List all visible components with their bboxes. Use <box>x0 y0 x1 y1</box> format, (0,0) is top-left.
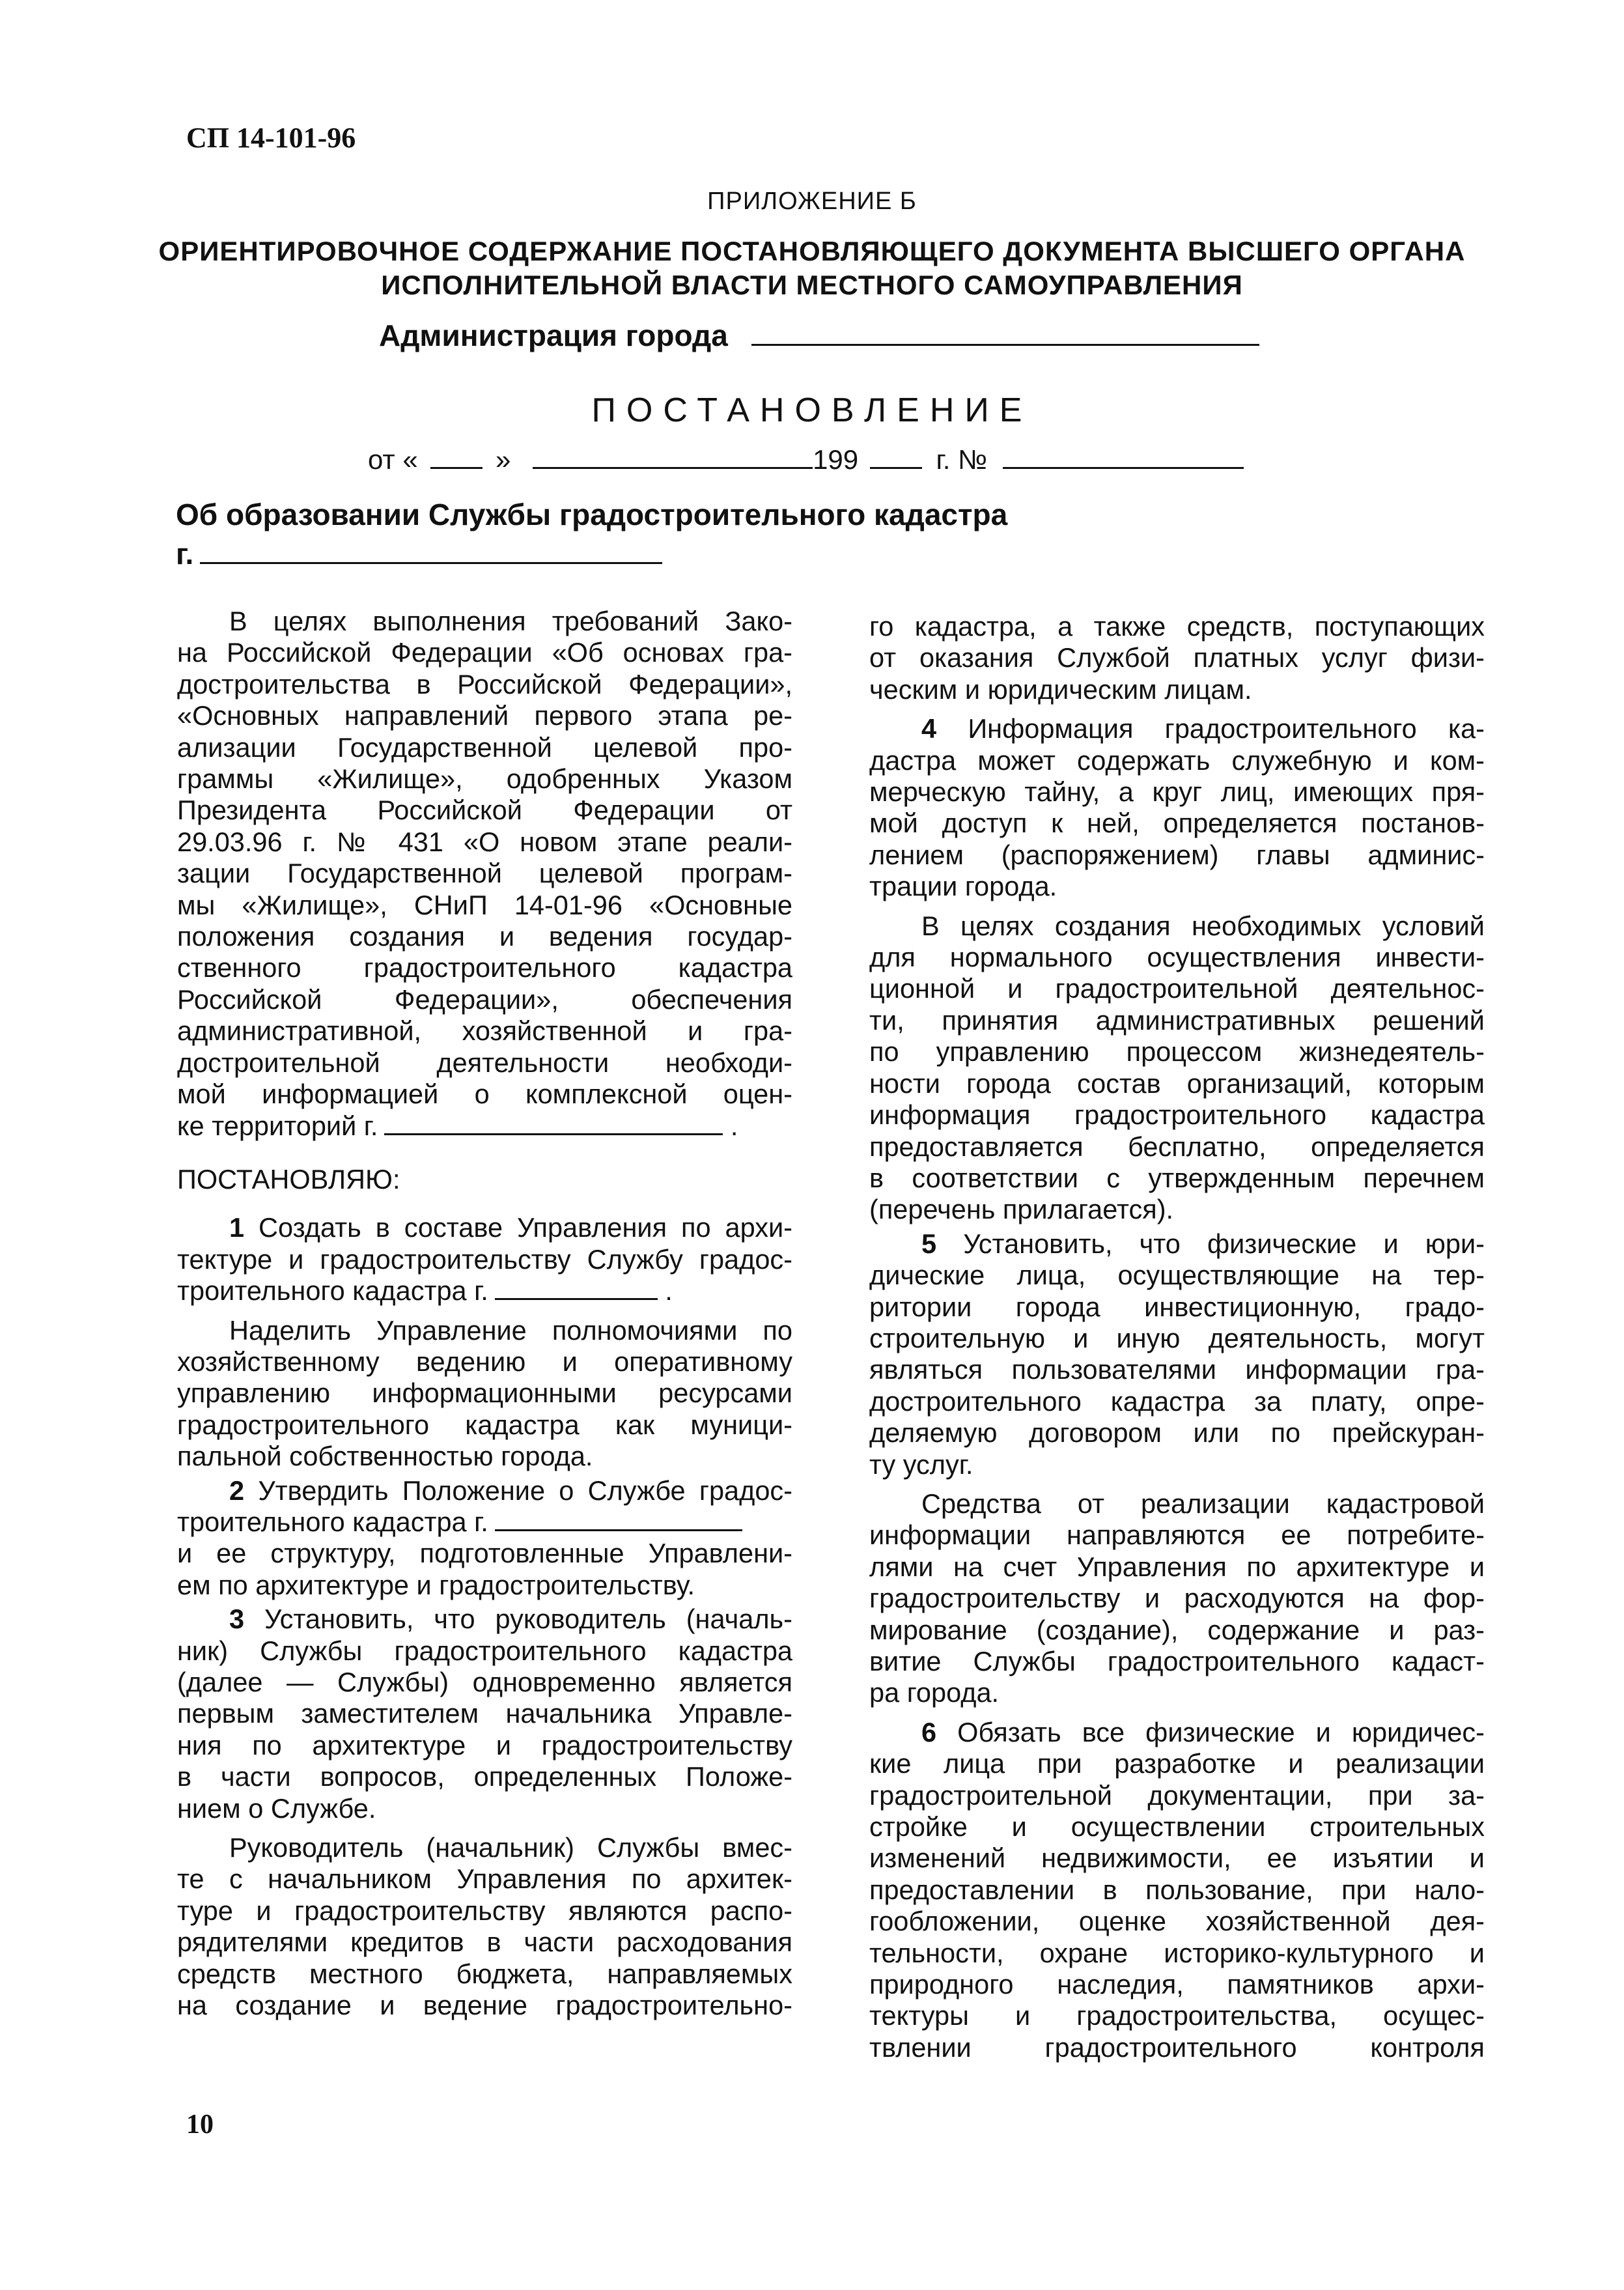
text-line: твлении градостроительного контроля <box>869 2031 1485 2063</box>
text-line: Российской Федерации», обеспечения <box>177 983 792 1015</box>
decree-subject <box>176 495 1007 573</box>
text-line: достроительства в Российской Федерации», <box>177 668 792 700</box>
text-line <box>177 1604 792 1635</box>
text-line: мирование (создание), содержание и раз- <box>869 1614 1485 1645</box>
date-number-line <box>368 444 1244 475</box>
text-line: гообложении, оценке хозяйственной дея- <box>869 1906 1485 1937</box>
preamble-paragraph <box>177 606 792 1142</box>
number-blank <box>1003 466 1244 469</box>
fill-in-blank <box>384 1132 723 1135</box>
text-line: «Основных направлений первого этапа ре- <box>177 700 792 731</box>
text-line: градостроительству и расходуются на фор- <box>869 1583 1485 1614</box>
text-line: Президента Российской Федерации от <box>177 795 792 826</box>
subject-line-2: г. <box>176 534 1007 573</box>
item-3-paragraph <box>177 1604 792 1824</box>
text-line <box>177 1212 792 1243</box>
text-line: мой информацией о комплексной оцен- <box>177 1079 792 1110</box>
item-5-paragraph <box>869 1228 1485 1480</box>
text-line: достроительного кадастра за плату, опре- <box>869 1385 1485 1417</box>
item-number: 3 <box>229 1604 265 1635</box>
text-line: ритории города инвестиционную, градо- <box>869 1291 1485 1322</box>
decree-label: ПОСТАНОВЛЯЮ: <box>177 1163 400 1194</box>
text-line: изменений недвижимости, ее изъятии и <box>869 1843 1485 1874</box>
text-line: ник) Службы градостроительного кадастра <box>177 1635 792 1666</box>
text-line: ем по архитектуре и градостроительству. <box>177 1569 695 1600</box>
text-line-content: Информация градостроительного ка- <box>968 713 1485 744</box>
text-line: Средства от реализации кадастровой <box>921 1488 1485 1519</box>
text-line: ту услуг. <box>869 1449 973 1480</box>
item-number: 1 <box>229 1212 259 1243</box>
day-blank <box>430 466 483 469</box>
fill-in-blank <box>495 1528 742 1531</box>
text-line-content: Обязать все физические и юридичес- <box>957 1716 1485 1747</box>
text-line: 29.03.96 г. № 431 «О новом этапе реали- <box>177 826 792 857</box>
text-line: от оказания Службой платных услуг физи- <box>869 642 1485 673</box>
text-line: (далее — Службы) одновременно является <box>177 1667 792 1697</box>
right-column <box>869 611 1485 2063</box>
document-code: СП 14-101-96 <box>186 122 356 154</box>
number-label: г. № <box>936 444 988 475</box>
text-line: ти, принятия административных решений <box>869 1004 1485 1036</box>
text-line: троительного кадастра г. . <box>177 1275 673 1307</box>
text-line: Руководитель (начальник) Службы вмес- <box>229 1832 792 1863</box>
text-line: предоставлении в пользование, при нало- <box>869 1874 1485 1905</box>
line-end-mark: . <box>723 1110 738 1141</box>
fill-in-blank <box>495 1297 658 1300</box>
text-line-content: Создать в составе Управления по архи- <box>259 1212 792 1243</box>
left-column <box>177 606 792 2021</box>
administration-label: Администрация города <box>379 318 728 352</box>
item-2b-paragraph <box>177 1538 792 1601</box>
text-line: дические лица, осуществляющие на тер- <box>869 1260 1485 1291</box>
text-line-content: Установить, что руководитель (началь- <box>264 1604 792 1635</box>
text-line: витие Службы градостроительного кадаст- <box>869 1646 1485 1676</box>
text-line: ния по архитектуре и градостроительству <box>177 1729 792 1760</box>
text-line: нием о Службе. <box>177 1792 376 1824</box>
subject-line-1: Об образовании Службы градостроительного кадастра <box>176 498 1008 531</box>
text-line: ционной и градостроительной деятельнос- <box>869 973 1485 1004</box>
city-name-blank <box>200 561 662 564</box>
document-title <box>156 234 1468 302</box>
text-line: градостроительного кадастра как муници- <box>177 1409 792 1440</box>
item-4b-paragraph <box>869 911 1485 1226</box>
city-name-blank <box>751 343 1259 346</box>
text-line: хозяйственному ведению и оперативному <box>177 1346 792 1377</box>
text-line: в соответствии с утвержденным перечнем <box>869 1162 1485 1193</box>
item-1-paragraph <box>177 1212 792 1307</box>
item-2-paragraph <box>177 1475 792 1538</box>
text-line: трации города. <box>869 871 1057 902</box>
text-line: положения создания и ведения государ- <box>177 921 792 952</box>
text-line: те с начальником Управления по архитек- <box>177 1863 792 1895</box>
decree-heading: ПОСТАНОВЛЕНИЕ <box>591 391 1033 429</box>
text-line <box>869 1717 1485 1748</box>
text-line <box>869 1228 1485 1260</box>
text-line: лями на счет Управления по архитектуре и <box>869 1551 1485 1582</box>
title-line-2: ИСПОЛНИТЕЛЬНОЙ ВЛАСТИ МЕСТНОГО САМОУПРАВЛЕНИЯ <box>381 270 1243 300</box>
text-line: ализации Государственной целевой про- <box>177 731 792 763</box>
text-line: управлению информационными ресурсами <box>177 1378 792 1409</box>
year-prefix: 199 <box>813 444 859 475</box>
text-line: рядителями кредитов в части расходования <box>177 1927 792 1958</box>
item-number: 2 <box>229 1475 259 1506</box>
line-end-mark: . <box>657 1275 673 1307</box>
text-line: пальной собственностью города. <box>177 1441 593 1472</box>
text-line <box>869 713 1485 744</box>
text-line: тектуре и градостроительству Службу градос- <box>177 1243 792 1275</box>
item-number: 5 <box>921 1228 964 1259</box>
text-line: ности города состав организаций, которым <box>869 1067 1485 1099</box>
page-number: 10 <box>186 2110 214 2140</box>
text-line-content: Утвердить Положение о Службе градос- <box>258 1475 792 1506</box>
text-line: на Российской Федерации «Об основах гра- <box>177 637 792 668</box>
title-line-1: ОРИЕНТИРОВОЧНОЕ СОДЕРЖАНИЕ ПОСТАНОВЛЯЮЩЕГО ДОКУМЕНТА ВЫСШЕГО ОРГАНА <box>158 236 1466 266</box>
year-blank <box>870 466 922 469</box>
text-line <box>177 1475 792 1506</box>
text-line: предоставляется бесплатно, определяется <box>869 1131 1485 1162</box>
text-line-content: Установить, что физические и юри- <box>963 1228 1485 1259</box>
text-line: ственного градостроительного кадастра <box>177 952 792 983</box>
text-line: деляемую договором или по прейскуран- <box>869 1417 1485 1449</box>
text-line: В целях выполнения требований Зако- <box>229 606 792 636</box>
text-line: ческим и юридическим лицам. <box>869 673 1252 705</box>
text-line: стройке и осуществлении строительных <box>869 1811 1485 1843</box>
text-line: информации направляются ее потребите- <box>869 1520 1485 1551</box>
text-line: по управлению процессом жизнедеятель- <box>869 1036 1485 1067</box>
continuation-paragraph <box>869 611 1485 705</box>
text-line: ра города. <box>869 1677 1000 1708</box>
month-blank <box>533 466 813 469</box>
text-line: граммы «Жилище», одобренных Указом <box>177 763 792 795</box>
text-line: тельности, охране историко-культурного и <box>869 1937 1485 1968</box>
text-line: первым заместителем начальника Управле- <box>177 1698 792 1729</box>
text-line: го кадастра, а также средств, поступающих <box>869 611 1485 642</box>
item-5b-paragraph <box>869 1488 1485 1709</box>
text-line: строительную и иную деятельность, могут <box>869 1322 1485 1353</box>
text-line: дастра может содержать служебную и ком- <box>869 744 1485 776</box>
text-line: информация градостроительного кадастра <box>869 1099 1485 1131</box>
text-line: мы «Жилище», СНиП 14-01-96 «Основные <box>177 889 792 920</box>
text-line: В целях создания необходимых условий <box>921 910 1485 941</box>
item-4-paragraph <box>869 713 1485 902</box>
administration-line <box>379 318 1259 353</box>
text-line: (перечень прилагается). <box>869 1194 1174 1225</box>
text-line: тектуры и градостроительства, осущес- <box>869 2000 1485 2031</box>
text-line: троительного кадастра г. <box>177 1506 792 1538</box>
text-line: мой доступ к ней, определяется постанов- <box>869 808 1485 839</box>
text-line: природного наследия, памятников архи- <box>869 1969 1485 2000</box>
date-close-quote: » <box>496 444 511 475</box>
text-line: на создание и ведение градостроительно- <box>177 1990 792 2021</box>
text-line: достроительной деятельности необходи- <box>177 1047 792 1078</box>
text-line: и ее структуру, подготовленные Управлени- <box>177 1538 792 1569</box>
item-number: 6 <box>921 1716 958 1747</box>
text-line: средств местного бюджета, направляемых <box>177 1958 792 1989</box>
text-line: для нормального осуществления инвести- <box>869 942 1485 973</box>
text-line: ке территорий г. . <box>177 1110 738 1141</box>
text-line: административной, хозяйственной и гра- <box>177 1015 792 1047</box>
appendix-label: ПРИЛОЖЕНИЕ Б <box>707 188 917 215</box>
text-line: мерческую тайну, а круг лиц, имеющих пря- <box>869 776 1485 808</box>
text-line: в части вопросов, определенных Положе- <box>177 1761 792 1792</box>
text-line: являться пользователями информации гра- <box>869 1354 1485 1385</box>
item-1b-paragraph <box>177 1315 792 1473</box>
text-line: градостроительной документации, при за- <box>869 1779 1485 1811</box>
text-line: Наделить Управление полномочиями по <box>229 1314 792 1346</box>
text-line: лением (распоряжением) главы админис- <box>869 839 1485 870</box>
text-line: зации Государственной целевой програм- <box>177 858 792 889</box>
date-from-label: от « <box>368 444 418 475</box>
item-3b-paragraph <box>177 1832 792 2021</box>
item-number: 4 <box>921 713 968 744</box>
item-6-paragraph <box>869 1717 1485 2063</box>
text-line: кие лица при разработке и реализации <box>869 1748 1485 1779</box>
text-line: туре и градостроительству являются распо- <box>177 1895 792 1926</box>
